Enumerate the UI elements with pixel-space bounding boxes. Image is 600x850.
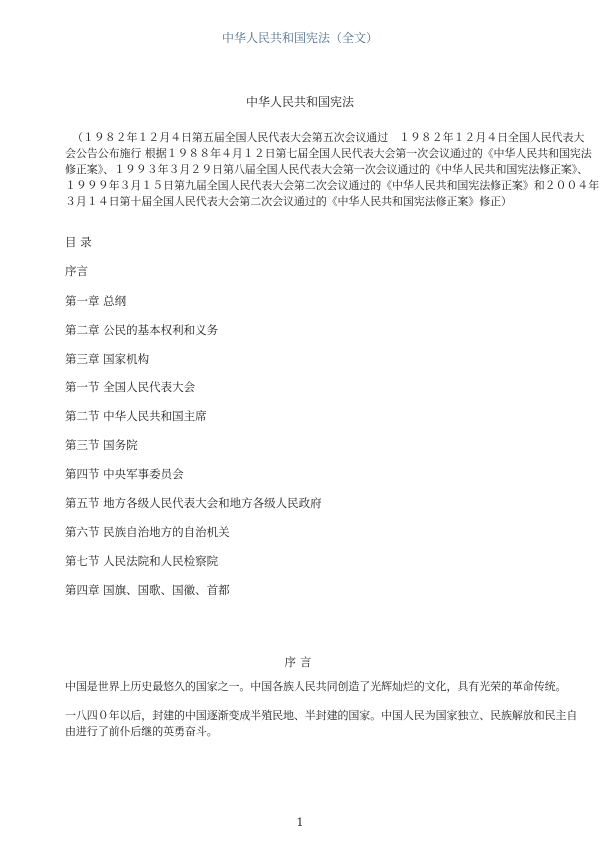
document-title: 中华人民共和国宪法 <box>245 95 354 109</box>
toc-item: 第一章 总纲 <box>65 294 127 308</box>
paragraph: 中国是世界上历史最悠久的国家之一。中国各族人民共同创造了光辉灿烂的文化，具有光荣的革命传统。 <box>65 680 567 693</box>
toc-item: 序言 <box>65 264 88 278</box>
toc-item: 第四章 国旗、国歌、国徽、首都 <box>65 583 230 597</box>
paragraph-line: 由进行了前仆后继的英勇奋斗。 <box>65 725 218 738</box>
preamble-note-line: ３月１４日第十届全国人民代表大会第二次会议通过的《中华人民共和国宪法修正案》修正） <box>65 195 512 208</box>
toc-item: 第四节 中央军事委员会 <box>65 467 184 481</box>
toc-heading: 目 录 <box>65 235 92 249</box>
document-header: 中华人民共和国宪法（全文） <box>221 31 378 45</box>
toc-item: 第七节 人民法院和人民检察院 <box>65 554 219 568</box>
preamble-note-line: （１９８２年１２月４日第五届全国人民代表大会第五次会议通过 １９８２年１２月４日全国人民代表大 <box>72 131 585 144</box>
preamble-note-line: １９９９年３月１５日第九届全国人民代表大会第二次会议通过的《中华人民共和国宪法修正案》和２００４年 <box>65 179 600 192</box>
toc-item: 第三章 国家机构 <box>65 352 150 366</box>
toc-item: 第五节 地方各级人民代表大会和地方各级人民政府 <box>65 496 322 510</box>
toc-item: 第一节 全国人民代表大会 <box>65 380 196 394</box>
toc-item: 第三节 国务院 <box>65 438 138 452</box>
toc-item: 第二节 中华人民共和国主席 <box>65 409 207 423</box>
paragraph-line: 一八四０年以后，封建的中国逐渐变成半殖民地、半封建的国家。中国人民为国家独立、民族解放和民主自 <box>65 709 578 722</box>
page-number: 1 <box>296 816 304 829</box>
toc-item: 第二章 公民的基本权利和义务 <box>65 323 219 337</box>
preamble-note-line: 修正案》、１９９３年３月２９日第八届全国人民代表大会第一次会议通过的《中华人民共和国宪法修正案》、 <box>65 163 589 176</box>
toc-item: 第六节 民族自治地方的自治机关 <box>65 525 230 539</box>
preamble-note-line: 会公告公布施行 根据１９８８年４月１２日第七届全国人民代表大会第一次会议通过的《中华人民共和国宪法 <box>65 147 592 160</box>
section-title: 序言 <box>284 655 316 669</box>
